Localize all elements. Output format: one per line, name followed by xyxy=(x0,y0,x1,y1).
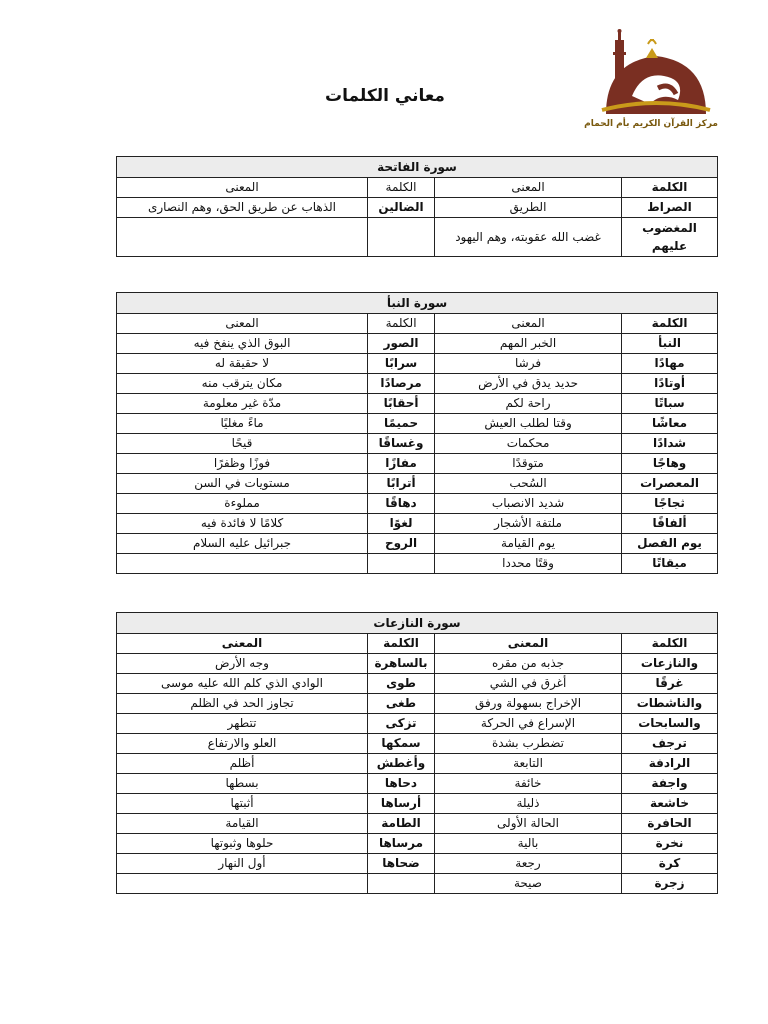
meaning-cell: غضب الله عقوبته، وهم اليهود xyxy=(435,218,622,257)
meaning-cell: البوق الذي ينفخ فيه xyxy=(117,334,368,354)
meaning-cell: راحة لكم xyxy=(435,394,622,414)
word-cell: الرادفة xyxy=(622,754,718,774)
meaning-cell: ذليلة xyxy=(435,794,622,814)
meaning-cell: مستويات في السن xyxy=(117,474,368,494)
word-cell: حميمًا xyxy=(368,414,435,434)
meaning-cell: الإخراج بسهولة ورفق xyxy=(435,694,622,714)
header-word: الكلمة xyxy=(368,178,435,198)
word-cell: الضالين xyxy=(368,198,435,218)
word-cell: واجفة xyxy=(622,774,718,794)
table-row xyxy=(117,434,718,454)
table-row xyxy=(117,198,718,218)
word-cell: خاشعة xyxy=(622,794,718,814)
word-cell xyxy=(368,218,435,257)
table-an-naziat xyxy=(116,612,718,894)
header-word: الكلمة xyxy=(622,314,718,334)
meaning-cell: الوادي الذي كلم الله عليه موسى xyxy=(117,674,368,694)
meaning-cell: بالية xyxy=(435,834,622,854)
meaning-cell xyxy=(117,874,368,894)
word-cell: أترابًا xyxy=(368,474,435,494)
page-title: معاني الكلمات xyxy=(325,86,445,106)
table-row xyxy=(117,374,718,394)
table-row xyxy=(117,654,718,674)
rows-an-naba xyxy=(117,334,718,574)
word-cell: مفازًا xyxy=(368,454,435,474)
meaning-cell: أظلم xyxy=(117,754,368,774)
word-cell xyxy=(368,554,435,574)
word-cell: الحافرة xyxy=(622,814,718,834)
table-row xyxy=(117,714,718,734)
meaning-cell: العلو والارتفاع xyxy=(117,734,368,754)
meaning-cell: أثبتها xyxy=(117,794,368,814)
table-row xyxy=(117,674,718,694)
word-cell: الروح xyxy=(368,534,435,554)
meaning-cell: خائفة xyxy=(435,774,622,794)
meaning-cell: مكان يترقب منه xyxy=(117,374,368,394)
table-row xyxy=(117,814,718,834)
header-meaning: المعنى xyxy=(117,178,368,198)
meaning-cell: الخبر المهم xyxy=(435,334,622,354)
header-meaning: المعنى xyxy=(435,178,622,198)
meaning-cell: محكمات xyxy=(435,434,622,454)
word-cell: أحقابًا xyxy=(368,394,435,414)
word-cell: النبأ xyxy=(622,334,718,354)
word-cell: مهادًا xyxy=(622,354,718,374)
word-cell: المعصرات xyxy=(622,474,718,494)
meaning-cell: وقتًا محددا xyxy=(435,554,622,574)
table-row xyxy=(117,394,718,414)
surah-title: سورة النازعات xyxy=(117,613,718,634)
meaning-cell: قيحًا xyxy=(117,434,368,454)
meaning-cell: أول النهار xyxy=(117,854,368,874)
header-meaning: المعنى xyxy=(117,314,368,334)
word-cell: يوم الفصل xyxy=(622,534,718,554)
header-meaning: المعنى xyxy=(435,314,622,334)
word-cell: طوى xyxy=(368,674,435,694)
meaning-cell: الذهاب عن طريق الحق، وهم النصارى xyxy=(117,198,368,218)
table-row xyxy=(117,334,718,354)
surah-title: سورة النبأ xyxy=(117,293,718,314)
word-cell: بالساهرة xyxy=(368,654,435,674)
word-cell: وأغطش xyxy=(368,754,435,774)
table-row xyxy=(117,494,718,514)
meaning-cell: ماءً مغليًا xyxy=(117,414,368,434)
meaning-cell: الحالة الأولى xyxy=(435,814,622,834)
word-cell: ثجاجًا xyxy=(622,494,718,514)
meaning-cell: حديد يدق في الأرض xyxy=(435,374,622,394)
table-row xyxy=(117,554,718,574)
header-meaning: المعنى xyxy=(117,634,368,654)
word-cell: والناشطات xyxy=(622,694,718,714)
meaning-cell xyxy=(117,218,368,257)
meaning-cell: القيامة xyxy=(117,814,368,834)
header-word: الكلمة xyxy=(622,634,718,654)
header-word: الكلمة xyxy=(368,634,435,654)
table-row xyxy=(117,534,718,554)
word-cell: مرصادًا xyxy=(368,374,435,394)
meaning-cell: صيحة xyxy=(435,874,622,894)
table-row xyxy=(117,794,718,814)
word-cell: الصور xyxy=(368,334,435,354)
meaning-cell: بسطها xyxy=(117,774,368,794)
meaning-cell: رجعة xyxy=(435,854,622,874)
meaning-cell: فوزًا وظفرًا xyxy=(117,454,368,474)
table-row xyxy=(117,414,718,434)
word-cell: الطامة xyxy=(368,814,435,834)
word-cell: مرساها xyxy=(368,834,435,854)
meaning-cell: الطريق xyxy=(435,198,622,218)
table-row xyxy=(117,774,718,794)
meaning-cell: جبرائيل عليه السلام xyxy=(117,534,368,554)
word-cell: دحاها xyxy=(368,774,435,794)
meaning-cell: فرشا xyxy=(435,354,622,374)
meaning-cell: مملوءة xyxy=(117,494,368,514)
word-cell: ميقاتًا xyxy=(622,554,718,574)
word-cell: كرة xyxy=(622,854,718,874)
meaning-cell: أغرق في الشي xyxy=(435,674,622,694)
header-word: الكلمة xyxy=(622,178,718,198)
meaning-cell: متوقدًا xyxy=(435,454,622,474)
meaning-cell: تجاوز الحد في الظلم xyxy=(117,694,368,714)
word-cell: المغضوب عليهم xyxy=(622,218,718,257)
table-al-fatiha xyxy=(116,156,718,257)
table-row xyxy=(117,474,718,494)
word-cell: دهاقًا xyxy=(368,494,435,514)
table-row xyxy=(117,694,718,714)
word-cell: ضحاها xyxy=(368,854,435,874)
word-cell: شدادًا xyxy=(622,434,718,454)
meaning-cell: وقتا لطلب العيش xyxy=(435,414,622,434)
table-an-naba xyxy=(116,292,718,574)
surah-title: سورة الفاتحة xyxy=(117,157,718,178)
table-row xyxy=(117,218,718,257)
meaning-cell: كلامًا لا فائدة فيه xyxy=(117,514,368,534)
table-row xyxy=(117,354,718,374)
meaning-cell: الإسراع في الحركة xyxy=(435,714,622,734)
logo-caption: مركز القرآن الكريم بأم الحمام xyxy=(584,119,718,129)
meaning-cell: شديد الانصباب xyxy=(435,494,622,514)
meaning-cell: تتطهر xyxy=(117,714,368,734)
word-cell: طغى xyxy=(368,694,435,714)
rows-an-naziat xyxy=(117,654,718,894)
word-cell: ترجف xyxy=(622,734,718,754)
table-row xyxy=(117,874,718,894)
word-cell: سمكها xyxy=(368,734,435,754)
word-cell: ألفافًا xyxy=(622,514,718,534)
word-cell: أرساها xyxy=(368,794,435,814)
word-cell: وغساقًا xyxy=(368,434,435,454)
word-cell: أوتادًا xyxy=(622,374,718,394)
word-cell xyxy=(368,874,435,894)
table-row xyxy=(117,834,718,854)
meaning-cell: التابعة xyxy=(435,754,622,774)
table-row xyxy=(117,854,718,874)
word-cell: نخرة xyxy=(622,834,718,854)
header-meaning: المعنى xyxy=(435,634,622,654)
word-cell: سباتًا xyxy=(622,394,718,414)
meaning-cell: حلوها وثبوتها xyxy=(117,834,368,854)
word-cell: وهاجًا xyxy=(622,454,718,474)
meaning-cell: ملتفة الأشجار xyxy=(435,514,622,534)
table-row xyxy=(117,514,718,534)
meaning-cell: تضطرب بشدة xyxy=(435,734,622,754)
meaning-cell: وجه الأرض xyxy=(117,654,368,674)
word-cell: والنازعات xyxy=(622,654,718,674)
word-cell: سرابًا xyxy=(368,354,435,374)
meaning-cell: لا حقيقة له xyxy=(117,354,368,374)
meaning-cell: يوم القيامة xyxy=(435,534,622,554)
meaning-cell: مدّة غير معلومة xyxy=(117,394,368,414)
meaning-cell: السُحب xyxy=(435,474,622,494)
header-word: الكلمة xyxy=(368,314,435,334)
table-row xyxy=(117,754,718,774)
table-row xyxy=(117,734,718,754)
word-cell: زجرة xyxy=(622,874,718,894)
meaning-cell: جذبه من مقره xyxy=(435,654,622,674)
word-cell: تزكى xyxy=(368,714,435,734)
word-cell: والسابحات xyxy=(622,714,718,734)
word-cell: معاشًا xyxy=(622,414,718,434)
meaning-cell xyxy=(117,554,368,574)
word-cell: غرقًا xyxy=(622,674,718,694)
word-cell: لغوًا xyxy=(368,514,435,534)
table-row xyxy=(117,454,718,474)
word-cell: الصراط xyxy=(622,198,718,218)
